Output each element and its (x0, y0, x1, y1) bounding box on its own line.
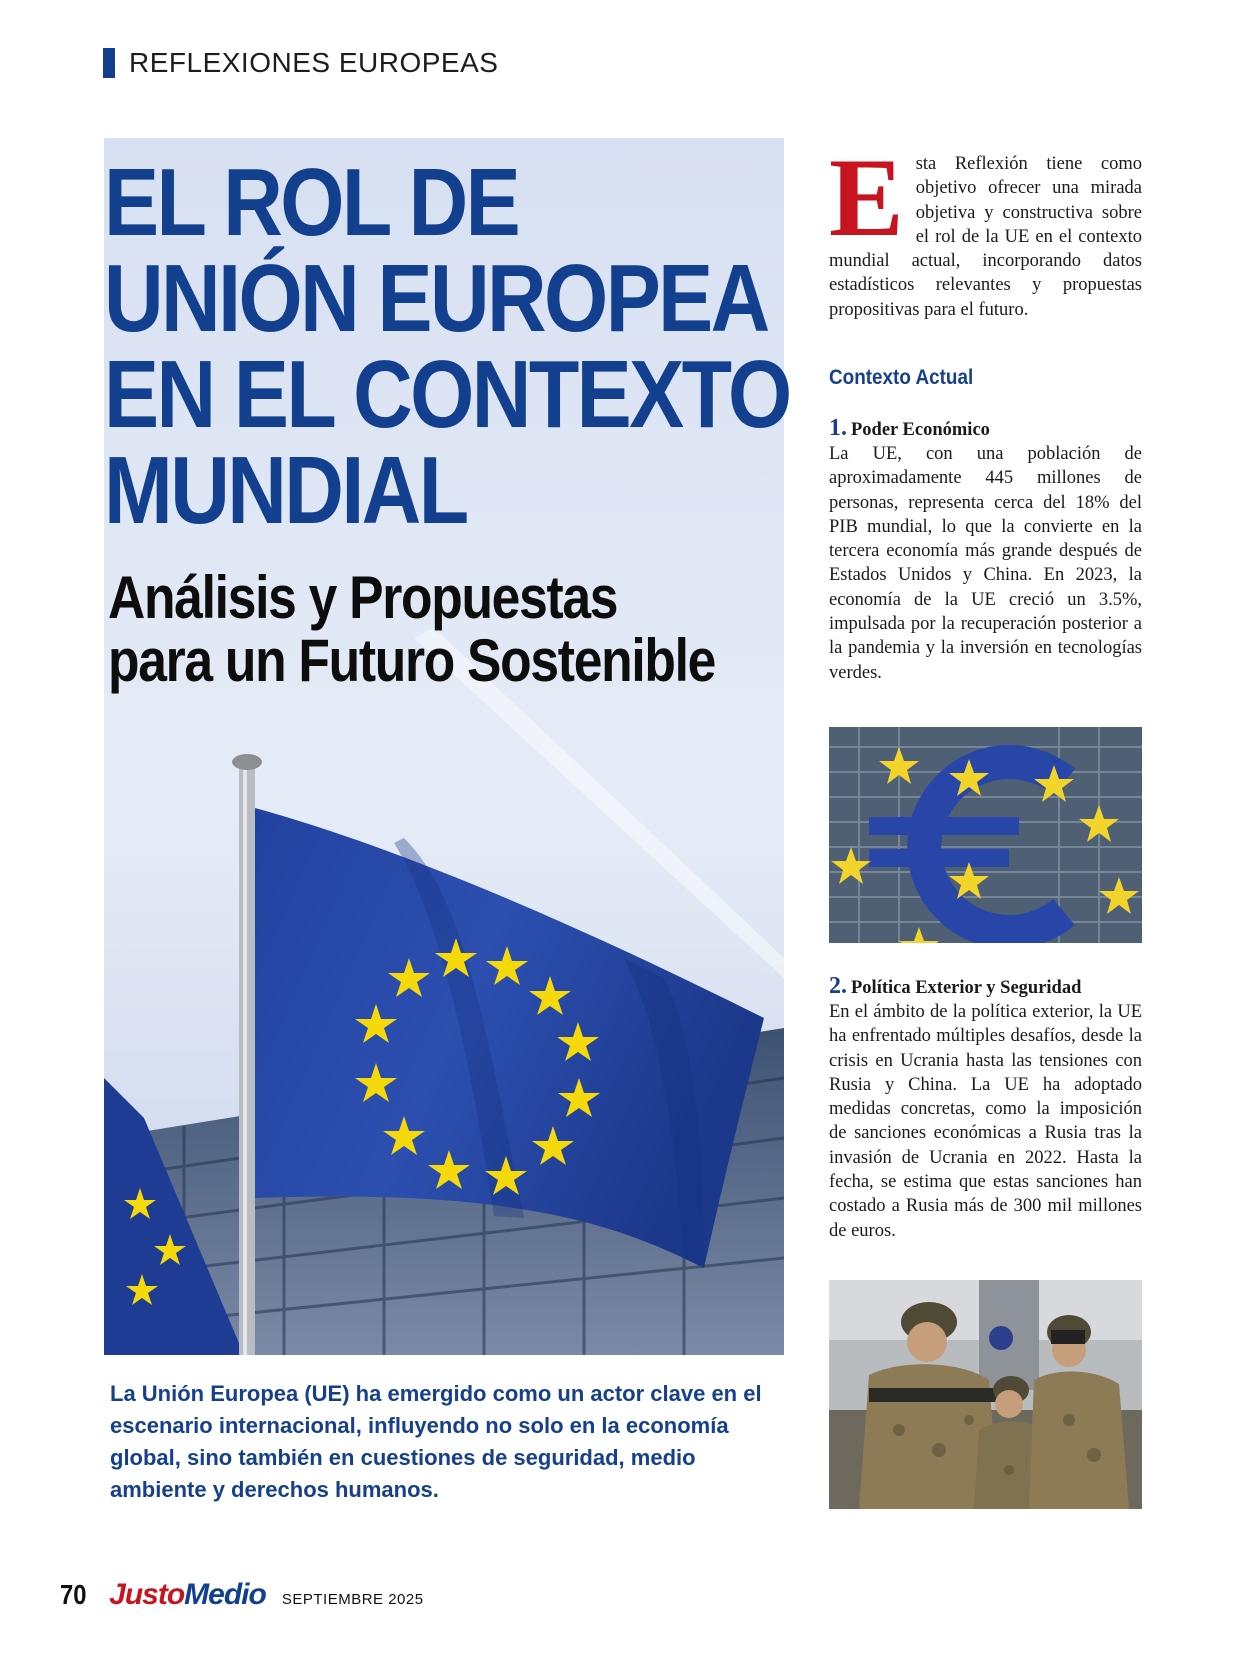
brand-logo-medio: Medio (184, 1578, 266, 1611)
article-subtitle (108, 564, 716, 694)
article-title (104, 149, 790, 544)
section-marker (103, 48, 115, 78)
section-foreign-policy (829, 974, 1142, 1243)
dropcap: E (829, 136, 904, 260)
subtitle-line: para un Futuro Sostenible (108, 627, 716, 694)
subtitle-line: Análisis y Propuestas (108, 564, 618, 631)
soldiers-photo (829, 1280, 1142, 1509)
euro-sculpture-photo (829, 727, 1142, 943)
context-heading: Contexto Actual (829, 366, 974, 389)
item-body: La UE, con una población de aproximadamente 445 millones de personas, representa cerca del 18% del PIB mundial, lo que la convierte en la tercera economía más grande después de Estados Unidos y China. En 2023, la economía de la UE creció un 3.5%, impulsada por la recuperación posterior a la pandemia y la inversión en tecnologías verdes. (829, 444, 1142, 683)
item-title-text: Política Exterior y Seguridad (851, 978, 1082, 998)
section-header (103, 46, 498, 80)
item-title-text: Poder Económico (851, 420, 990, 440)
brand-logo-justo: Justo (109, 1578, 185, 1611)
page-number: 70 (60, 1579, 87, 1610)
page-footer (60, 1578, 424, 1612)
title-line: EL ROL DE (104, 149, 519, 256)
section-title: REFLEXIONES EUROPEAS (129, 47, 499, 78)
item-title (829, 416, 1142, 442)
lead-paragraph: La Unión Europea (UE) ha emergido como un actor clave en el escenario internacional, influyendo no solo en la economía global, sino también en cuestiones de seguridad, medio ambiente y derechos humanos. (110, 1381, 762, 1502)
item-title (829, 974, 1142, 1000)
item-body: En el ámbito de la política exterior, la UE ha enfrentado múltiples desafíos, desde la crisis en Ucrania hasta las tensiones con Rusia y China. La UE ha adoptado medidas concretas, como la imposición de sanciones económicas a Rusia tras la invasión de Ucrania en 2022. Hasta la fecha, se estima que estas sanciones han costado a Rusia más de 300 mil millones de euros. (829, 1002, 1142, 1241)
title-line: UNIÓN EUROPEA (104, 245, 768, 352)
section-economic-power (829, 416, 1142, 685)
title-line: MUNDIAL (104, 437, 467, 544)
title-line: EN EL CONTEXTO (104, 341, 790, 448)
intro-paragraph (829, 136, 1142, 322)
issue-date: SEPTIEMBRE 2025 (281, 1591, 424, 1608)
item-number: 2. (829, 973, 847, 999)
intro-text: sta Reflexión tiene como objetivo ofrecer una mirada objetiva y constructiva sobre el rol de la UE en el contexto mundial actual, incorporando datos estadísticos relevantes y propuestas propositivas para el futuro. (829, 154, 1142, 320)
item-number: 1. (829, 415, 847, 441)
